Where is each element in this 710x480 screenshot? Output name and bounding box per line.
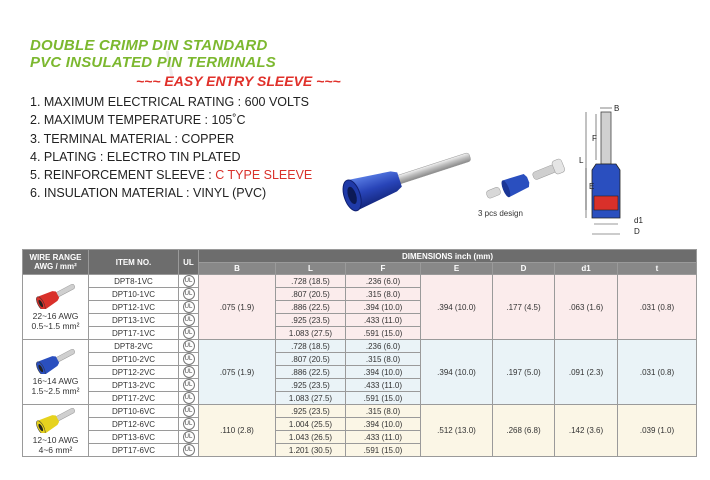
dim-f-cell: .433 (11.0) xyxy=(346,314,421,327)
ul-listed-icon: UL xyxy=(183,301,195,313)
terminal-icon xyxy=(33,283,79,309)
ul-cell xyxy=(179,353,199,366)
header-col-t: t xyxy=(618,263,697,275)
dim-f-cell: .591 (15.0) xyxy=(346,392,421,405)
spec-highlight: C TYPE SLEEVE xyxy=(215,168,313,183)
ul-cell xyxy=(179,379,199,392)
dim-f-cell: .591 (15.0) xyxy=(346,444,421,457)
spec-item xyxy=(30,148,312,166)
ul-listed-icon: UL xyxy=(183,327,195,339)
ul-cell xyxy=(179,444,199,457)
item-no-cell: DPT13-2VC xyxy=(89,379,179,392)
ul-cell xyxy=(179,431,199,444)
dim-l-cell: 1.004 (25.5) xyxy=(276,418,346,431)
ul-listed-icon: UL xyxy=(183,431,195,443)
three-piece-caption: 3 pcs design xyxy=(478,209,523,218)
dim-d1-cell: .091 (2.3) xyxy=(555,340,618,405)
page-title-line1: DOUBLE CRIMP DIN STANDARD xyxy=(30,37,268,54)
spec-item xyxy=(30,184,312,202)
spec-text: 1. MAXIMUM ELECTRICAL RATING : 600 VOLTS xyxy=(30,95,309,109)
ul-cell xyxy=(179,418,199,431)
item-no-cell: DPT12-6VC xyxy=(89,418,179,431)
spec-item xyxy=(30,111,312,129)
item-no-cell: DPT8-1VC xyxy=(89,275,179,288)
dim-f-cell: .315 (8.0) xyxy=(346,353,421,366)
three-piece-design-photo xyxy=(478,152,573,208)
product-photo xyxy=(336,140,476,220)
table-row xyxy=(23,275,697,288)
dim-l-cell: 1.201 (30.5) xyxy=(276,444,346,457)
dim-e-cell: .394 (10.0) xyxy=(421,275,493,340)
dim-l-cell: .886 (22.5) xyxy=(276,366,346,379)
awg-label: 22~16 AWG xyxy=(32,311,79,321)
dim-b-cell: .075 (1.9) xyxy=(199,275,276,340)
dim-l-cell: 1.083 (27.5) xyxy=(276,392,346,405)
item-no-cell: DPT13-6VC xyxy=(89,431,179,444)
spec-text: 5. REINFORCEMENT SLEEVE : xyxy=(30,168,216,183)
ul-cell xyxy=(179,314,199,327)
dim-f-cell: .591 (15.0) xyxy=(346,327,421,340)
ul-listed-icon: UL xyxy=(183,353,195,365)
ul-listed-icon: UL xyxy=(183,366,195,378)
dim-d-cell: .177 (4.5) xyxy=(493,275,555,340)
ul-cell xyxy=(179,366,199,379)
ul-listed-icon: UL xyxy=(183,275,195,287)
dim-f-cell: .236 (6.0) xyxy=(346,275,421,288)
table-row xyxy=(23,340,697,353)
dim-l-cell: 1.083 (27.5) xyxy=(276,327,346,340)
header-wire-range: WIRE RANGE AWG / mm² xyxy=(23,250,89,275)
ul-listed-icon: UL xyxy=(183,379,195,391)
ul-listed-icon: UL xyxy=(183,314,195,326)
dim-f-cell: .315 (8.0) xyxy=(346,405,421,418)
header-col-b: B xyxy=(199,263,276,275)
dim-d-cell: .268 (6.8) xyxy=(493,405,555,457)
dim-l-cell: 1.043 (26.5) xyxy=(276,431,346,444)
dim-label-b: B xyxy=(614,104,620,113)
dim-t-cell: .031 (0.8) xyxy=(618,340,697,405)
dim-label-d1: d1 xyxy=(634,216,643,225)
header-dimensions: DIMENSIONS inch (mm) xyxy=(199,250,697,263)
spec-item xyxy=(30,166,312,184)
header-col-d1: d1 xyxy=(555,263,618,275)
mm-label: 0.5~1.5 mm² xyxy=(31,321,80,331)
terminal-icon xyxy=(33,348,79,374)
dim-e-cell: .512 (13.0) xyxy=(421,405,493,457)
wire-range-cell xyxy=(23,275,89,340)
ul-listed-icon: UL xyxy=(183,405,195,417)
spec-list xyxy=(30,93,312,203)
header-item-no: ITEM NO. xyxy=(89,250,179,275)
wire-range-cell xyxy=(23,340,89,405)
awg-label: 16~14 AWG xyxy=(32,376,79,386)
ul-listed-icon: UL xyxy=(183,418,195,430)
dim-l-cell: .728 (18.5) xyxy=(276,275,346,288)
ul-cell xyxy=(179,392,199,405)
header-col-f: F xyxy=(346,263,421,275)
ul-listed-icon: UL xyxy=(183,392,195,404)
ul-listed-icon: UL xyxy=(183,444,195,456)
dim-l-cell: .925 (23.5) xyxy=(276,314,346,327)
terminal-icon xyxy=(33,407,79,433)
item-no-cell: DPT13-1VC xyxy=(89,314,179,327)
dim-f-cell: .315 (8.0) xyxy=(346,288,421,301)
dim-f-cell: .433 (11.0) xyxy=(346,431,421,444)
dim-f-cell: .236 (6.0) xyxy=(346,340,421,353)
dim-f-cell: .433 (11.0) xyxy=(346,379,421,392)
dim-l-cell: .807 (20.5) xyxy=(276,288,346,301)
dim-f-cell: .394 (10.0) xyxy=(346,366,421,379)
spec-table xyxy=(22,249,697,457)
ul-cell xyxy=(179,340,199,353)
ul-cell xyxy=(179,301,199,314)
ul-cell xyxy=(179,405,199,418)
spec-item xyxy=(30,93,312,111)
dim-t-cell: .031 (0.8) xyxy=(618,275,697,340)
item-no-cell: DPT10-2VC xyxy=(89,353,179,366)
dim-label-d: D xyxy=(634,227,640,236)
dim-label-f: F xyxy=(592,134,597,143)
ul-cell xyxy=(179,288,199,301)
item-no-cell: DPT17-2VC xyxy=(89,392,179,405)
header-ul: UL xyxy=(179,250,199,275)
dim-l-cell: .886 (22.5) xyxy=(276,301,346,314)
dim-l-cell: .728 (18.5) xyxy=(276,340,346,353)
dim-d1-cell: .063 (1.6) xyxy=(555,275,618,340)
page-subtitle: ~~~ EASY ENTRY SLEEVE ~~~ xyxy=(136,73,341,89)
spec-text: 4. PLATING : ELECTRO TIN PLATED xyxy=(30,149,241,164)
dim-b-cell: .075 (1.9) xyxy=(199,340,276,405)
dim-d-cell: .197 (5.0) xyxy=(493,340,555,405)
ul-listed-icon: UL xyxy=(183,340,195,352)
item-no-cell: DPT12-1VC xyxy=(89,301,179,314)
dim-l-cell: .925 (23.5) xyxy=(276,379,346,392)
dim-label-e: E xyxy=(589,182,595,191)
mm-label: 4~6 mm² xyxy=(38,444,73,455)
header-col-e: E xyxy=(421,263,493,275)
item-no-cell: DPT8-2VC xyxy=(89,340,179,353)
header-col-d: D xyxy=(493,263,555,275)
dim-d1-cell: .142 (3.6) xyxy=(555,405,618,457)
spec-text: 6. INSULATION MATERIAL : VINYL (PVC) xyxy=(30,186,267,201)
dim-f-cell: .394 (10.0) xyxy=(346,301,421,314)
item-no-cell: DPT17-1VC xyxy=(89,327,179,340)
item-no-cell: DPT10-1VC xyxy=(89,288,179,301)
wire-range-cell xyxy=(23,405,89,457)
spec-text: 2. MAXIMUM TEMPERATURE : 105˚C xyxy=(30,113,246,128)
spec-text: 3. TERMINAL MATERIAL : COPPER xyxy=(30,131,235,146)
header-col-l: L xyxy=(276,263,346,275)
dim-b-cell: .110 (2.8) xyxy=(199,405,276,457)
ul-listed-icon: UL xyxy=(183,288,195,300)
page-title-line2: PVC INSULATED PIN TERMINALS xyxy=(30,54,276,71)
item-no-cell: DPT10-6VC xyxy=(89,405,179,418)
spec-item xyxy=(30,130,312,148)
dim-e-cell: .394 (10.0) xyxy=(421,340,493,405)
ul-cell xyxy=(179,275,199,288)
ul-cell xyxy=(179,327,199,340)
table-row xyxy=(23,405,697,418)
dim-f-cell: .394 (10.0) xyxy=(346,418,421,431)
awg-label: 12~10 AWG xyxy=(32,434,79,445)
item-no-cell: DPT17-6VC xyxy=(89,444,179,457)
dim-l-cell: .925 (23.5) xyxy=(276,405,346,418)
dim-t-cell: .039 (1.0) xyxy=(618,405,697,457)
dim-label-l: L xyxy=(579,156,584,165)
item-no-cell: DPT12-2VC xyxy=(89,366,179,379)
mm-label: 1.5~2.5 mm² xyxy=(31,386,80,396)
dim-l-cell: .807 (20.5) xyxy=(276,353,346,366)
